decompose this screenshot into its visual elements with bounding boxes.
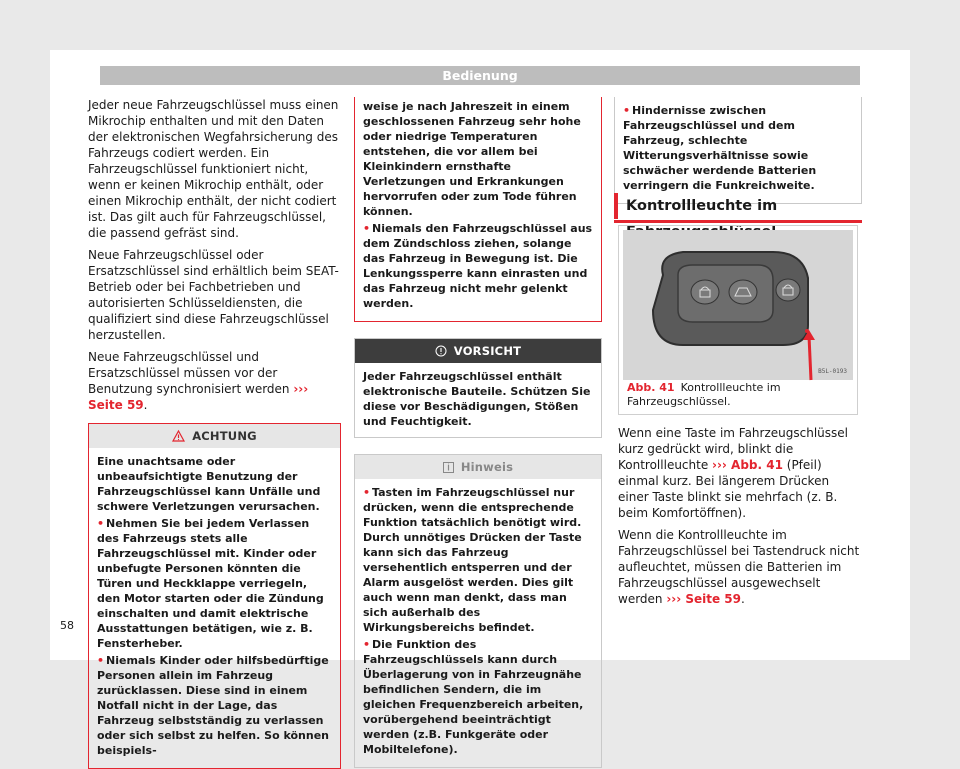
figure-label: Abb. 41 xyxy=(627,381,675,394)
figure xyxy=(618,225,858,415)
page-link[interactable]: ››› Seite 59 xyxy=(88,382,309,412)
paragraph-text: Neue Fahrzeugschlüssel und Ersatzschlüssel müssen vor der Benutzung synchronisiert werden xyxy=(88,350,294,396)
column-right-text xyxy=(618,425,862,613)
note-box xyxy=(354,454,602,768)
paragraph: Neue Fahrzeugschlüssel oder Ersatzschlüssel sind erhältlich beim SEAT-Betrieb oder bei Fachbetrieben und autorisierten Schlüsseldiensten, die qualifiziert sind diese Fahrzeugschlüssel herzustellen. xyxy=(88,248,339,342)
figure-link[interactable]: ››› Abb. 41 xyxy=(712,458,783,472)
bullet-icon: • xyxy=(363,222,371,235)
warning-box-body xyxy=(89,448,340,768)
page-header: Bedienung xyxy=(100,66,860,85)
warning-intro: Eine unachtsame oder unbeaufsichtigte Benutzung der Fahrzeugschlüssel kann Unfälle und schwere Verletzungen verursachen. xyxy=(97,455,321,513)
bullet-icon: • xyxy=(363,486,371,499)
section-title: Kontrollleuchte im xyxy=(614,193,862,219)
caution-box-title xyxy=(355,339,601,363)
figure-code: B5L-0193 xyxy=(818,368,847,375)
warning-box-continued xyxy=(354,97,602,322)
note-icon xyxy=(443,462,454,473)
info-circle-icon xyxy=(435,345,447,357)
note-box-body xyxy=(615,97,861,203)
caution-box xyxy=(354,338,602,438)
note-bullet: • Hindernisse zwischen Fahrzeugschlüssel und dem Fahrzeug, schlechte Witterungsverhältnisse sowie schwächer werdende Batterien verringern die Funkreichweite. xyxy=(623,104,817,192)
paragraph: Wenn die Kontrollleuchte im Fahrzeugschlüssel bei Tastendruck nicht aufleuchtet, müssen die Batterien im Fahrzeugschlüssel ausgewechselt werden ››› Seite 59. xyxy=(618,528,860,606)
column-right xyxy=(614,97,862,204)
note-title-text: Hinweis xyxy=(460,460,514,474)
column-left xyxy=(88,97,341,769)
note-box-body xyxy=(355,479,601,767)
paragraph: Wenn eine Taste im Fahrzeugschlüssel kurz gedrückt wird, blinkt die Kontrollleuchte ››› Abb. 41 (Pfeil) einmal kurz. Bei längerem Drücken einer Taste blinkt sie mehrfach (z. B. beim Komfortöffnen). xyxy=(618,426,848,520)
warning-box-title xyxy=(89,424,340,448)
warning-title-text: ACHTUNG xyxy=(192,429,257,443)
warning-bullet: • Nehmen Sie bei jedem Verlassen des Fahrzeugs stets alle Fahrzeugschlüssel mit. Kinder oder unbefugte Personen könnten die Türen und Heckklappe verriegeln, den Motor starten oder die Zündung einschalten und damit elektrische Ausstattungen betätigen, wie z. B. Fensterheber. xyxy=(97,517,324,650)
bullet-icon: • xyxy=(363,638,371,651)
figure-caption xyxy=(627,381,855,409)
bullet-icon: • xyxy=(97,654,105,667)
paragraph-end: . xyxy=(143,398,148,412)
paragraph xyxy=(88,349,341,413)
caution-box-body: Jeder Fahrzeugschlüssel enthält elektronische Bauteile. Schützen Sie diese vor Beschädigungen, Stößen und Feuchtigkeit. xyxy=(363,370,591,428)
arrow-icon xyxy=(809,336,811,380)
page-link[interactable]: ››› Seite 59 xyxy=(666,592,742,606)
note-bullet: • Tasten im Fahrzeugschlüssel nur drücken, wenn die entsprechende Funktion tatsächlich benötigt wird. Durch unnötiges Drücken der Taste kann sich das Fahrzeug versehentlich entsperren und der Alarm ausgelöst werden. Dies gilt auch wenn man denkt, dass man sich außerhalb des Wirkungsbereichs befindet. xyxy=(363,486,582,634)
warning-bullet: • Niemals Kinder oder hilfsbedürftige Personen allein im Fahrzeug zurücklassen. Diese sind in einem Notfall nicht in der Lage, das Fahrzeug selbstständig zu verlassen oder sich selbst zu helfen. So können beispiels- xyxy=(97,654,329,757)
caution-title-text: VORSICHT xyxy=(453,344,522,358)
page-number: 58 xyxy=(60,619,74,632)
section-divider xyxy=(614,220,862,223)
warning-box xyxy=(88,423,341,769)
note-box-continued xyxy=(614,97,862,204)
warning-continuation: weise je nach Jahreszeit in einem geschlossenen Fahrzeug sehr hohe oder niedrige Temperaturen entstehen, die vor allem bei Kleinkindern ernsthafte Verletzungen und Erkrankungen hervorrufen oder zum Tode führen können. xyxy=(363,100,581,218)
bullet-icon: • xyxy=(623,104,631,117)
warning-box-body xyxy=(355,97,601,321)
warning-bullet: • Niemals den Fahrzeugschlüssel aus dem Zündschloss ziehen, solange das Fahrzeug in Bewegung ist. Die Lenkungssperre kann einrasten und das Fahrzeug nicht mehr gelenkt werden. xyxy=(363,222,593,310)
paragraph: Jeder neue Fahrzeugschlüssel muss einen Mikrochip enthalten und mit den Daten der elektronischen Wegfahrsicherung des Fahrzeugs codiert werden. Ein Fahrzeugschlüssel funktioniert nicht, wenn er keinen Mikrochip enthält, oder einen Mikrochip enthält, der nicht codiert ist. Das gilt auch für Fahrzeugschlüssel, die passend gefräst sind. xyxy=(88,98,339,240)
column-middle xyxy=(354,97,602,768)
car-key-illustration xyxy=(623,230,853,380)
note-bullet: • Die Funktion des Fahrzeugschlüssels kann durch Überlagerung von in Fahrzeugnähe befindlichen Sendern, die im gleichen Frequenzbereich arbeiten, vorübergehend beeinträchtigt werden (z.B. Funkgeräte oder Mobiltelefone). xyxy=(363,638,584,756)
car-key-icon xyxy=(623,230,853,380)
warning-triangle-icon xyxy=(172,430,185,442)
note-box-title xyxy=(355,455,601,479)
bullet-icon: • xyxy=(97,517,105,530)
figure-caption-text: Kontrollleuchte im Fahrzeugschlüssel. xyxy=(627,381,781,408)
